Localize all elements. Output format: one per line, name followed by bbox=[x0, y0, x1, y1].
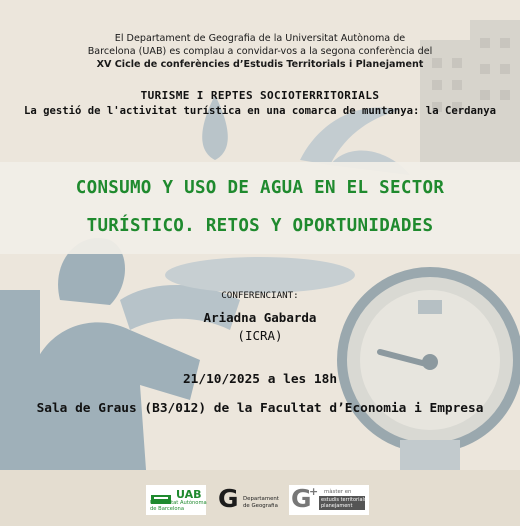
talk-title-line-2: TURÍSTICO. RETOS Y OPORTUNIDADES bbox=[86, 216, 434, 236]
uab-emblem-icon bbox=[151, 489, 171, 498]
cycle-title: XV Cicle de conferències d’Estudis Territorials i Planejament bbox=[96, 59, 424, 70]
title-band bbox=[0, 162, 520, 254]
talk-title-line-1: CONSUMO Y USO DE AGUA EN EL SECTOR bbox=[75, 178, 445, 198]
intro-line-2: Barcelona (UAB) es complau a convidar-vos a la segona conferència del bbox=[87, 46, 433, 57]
uab-logo-subtext-1: Universitat Autònoma bbox=[150, 500, 207, 506]
master-logo-line-3: planejament bbox=[321, 503, 353, 509]
master-logo-line-2: estudis territorials i bbox=[321, 497, 370, 503]
geography-department-logo bbox=[216, 485, 280, 515]
master-logo-line-1: màster en bbox=[324, 489, 352, 495]
uab-logo-subtext-2: de Barcelona bbox=[150, 506, 185, 512]
g-plus-logo-icon: G bbox=[291, 484, 312, 513]
uab-logo bbox=[146, 485, 206, 515]
dept-logo-line-2: de Geografia bbox=[243, 503, 278, 509]
g-logo-icon: G bbox=[218, 484, 239, 513]
speaker-affiliation: (ICRA) bbox=[237, 328, 283, 343]
speaker-name: Ariadna Gabarda bbox=[203, 310, 317, 325]
event-datetime: 21/10/2025 a les 18h bbox=[182, 372, 338, 387]
series-subtitle: La gestió de l'activitat turística en una comarca de muntanya: la Cerdanya bbox=[24, 105, 496, 117]
master-logo bbox=[289, 485, 369, 515]
uab-logo-text: UAB bbox=[176, 488, 202, 501]
plus-icon: + bbox=[309, 485, 319, 498]
intro-line-1: El Departament de Geografia de la Universitat Autònoma de bbox=[114, 33, 406, 44]
series-name: TURISME I REPTES SOCIOTERRITORIALS bbox=[140, 89, 380, 102]
dept-logo-line-1: Departament bbox=[243, 496, 279, 502]
event-venue: Sala de Graus (B3/012) de la Facultat d’Economia i Empresa bbox=[36, 401, 484, 416]
speaker-label: CONFERENCIANT: bbox=[221, 290, 299, 301]
